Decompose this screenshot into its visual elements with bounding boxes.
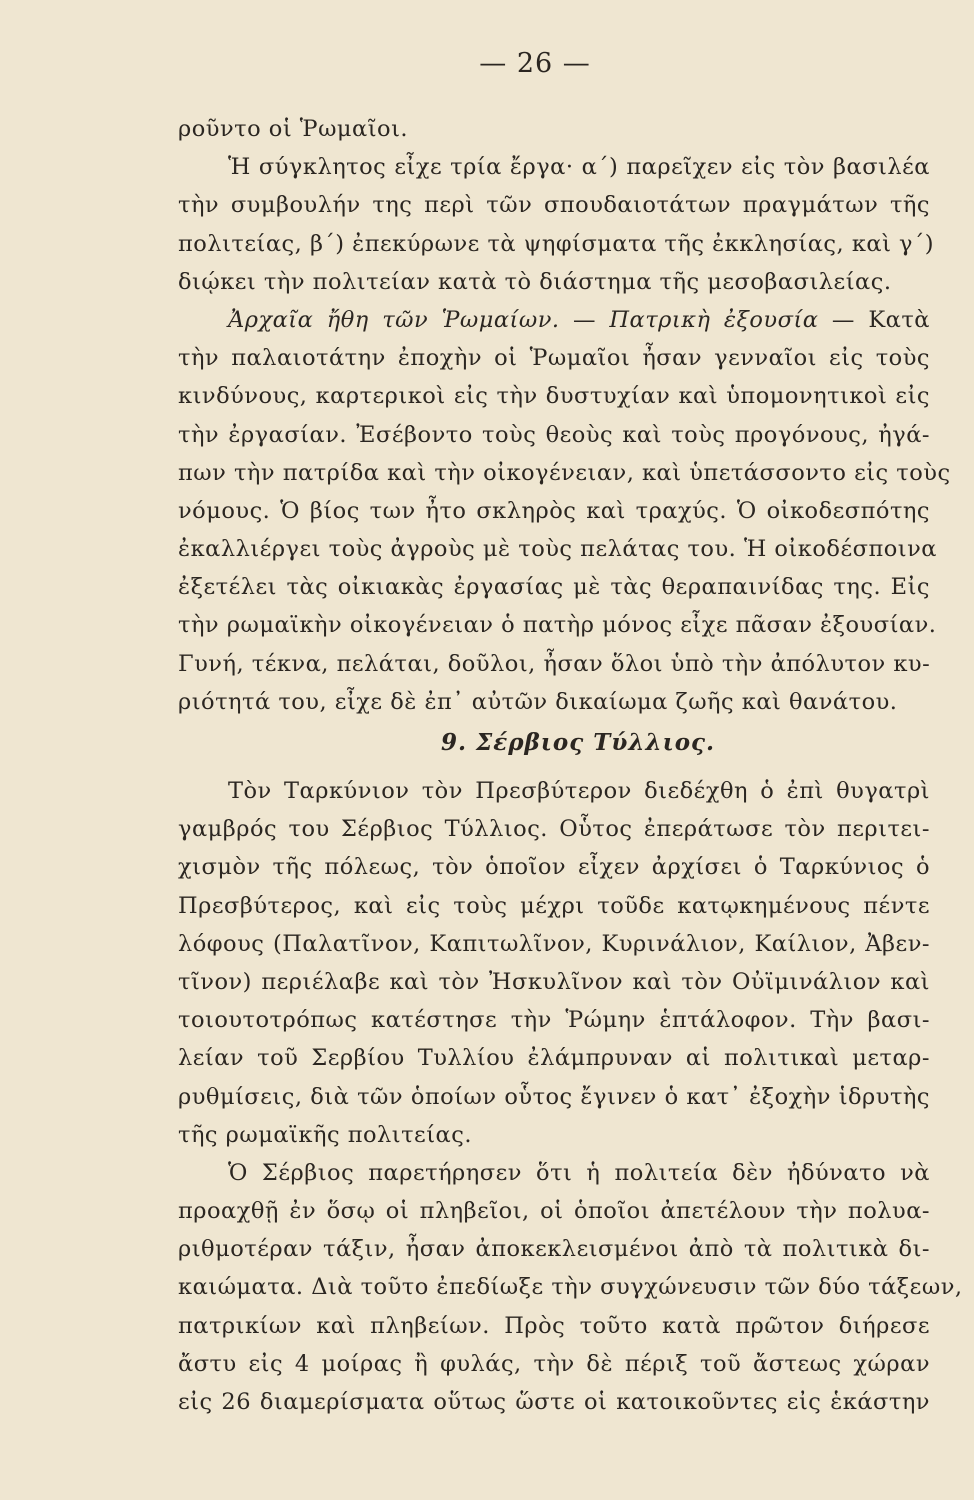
- text-line: τῆς ρωμαϊκῆς πολιτείας.: [178, 1121, 472, 1148]
- text-line: καιώματα. Διὰ τοῦτο ἐπεδίωξε τὴν συγχώνευσιν τῶν δύο τάξεων,: [178, 1274, 963, 1301]
- subheading-customs: Ἀρχαῖα ἤθη τῶν Ῥωμαίων.: [228, 306, 560, 333]
- subheading-paternal-power: Πατρικὴ ἐξουσία: [609, 306, 819, 333]
- text-line: πατρικίων καὶ πληβείων. Πρὸς τοῦτο κατὰ πρῶτον διήρεσε: [178, 1312, 930, 1339]
- text-line: ἄστυ εἰς 4 μοίρας ἢ φυλάς, τὴν δὲ πέριξ τοῦ ἄστεως χώραν: [178, 1350, 930, 1377]
- text-line: Τὸν Ταρκύνιον τὸν Πρεσβύτερον διεδέχθη ὁ ἐπὶ θυγατρὶ: [228, 778, 930, 804]
- text-line: ἐξετέλει τὰς οἰκιακὰς ἐργασίας μὲ τὰς θεραπαινίδας της. Εἰς: [178, 574, 930, 601]
- text-line: λείαν τοῦ Σερβίου Τυλλίου ἐλάμπρυναν αἱ πολιτικαὶ μεταρ-: [178, 1045, 930, 1072]
- text-line: ροῦντο οἱ Ῥωμαῖοι.: [178, 116, 409, 142]
- text-line: πολιτείας, β΄) ἐπεκύρωνε τὰ ψηφίσματα τῆς ἐκκλησίας, καὶ γ΄): [178, 230, 935, 257]
- text-line: κινδύνους, καρτερικοὶ εἰς τὴν δυστυχίαν καὶ ὑπομονητικοὶ εἰς: [178, 383, 930, 410]
- section-heading: 9. Σέρβιος Τύλλιος.: [440, 729, 716, 756]
- paragraph-customs: [178, 301, 951, 721]
- text-line: χισμὸν τῆς πόλεως, τὸν ὁποῖον εἶχεν ἀρχίσει ὁ Ταρκύνιος ὁ: [178, 854, 930, 881]
- body-text: [178, 110, 963, 1421]
- paragraph-servius: [178, 772, 930, 1154]
- text-line: εἰς 26 διαμερίσματα οὕτως ὥστε οἱ κατοικοῦντες εἰς ἑκάστην: [178, 1389, 930, 1415]
- paragraph-senate: [178, 148, 935, 301]
- text-line: ρυθμίσεις, διὰ τῶν ὁποίων οὗτος ἔγινεν ὁ κατ᾽ ἐξοχὴν ἱδρυτὴς: [178, 1083, 930, 1110]
- text-line-subheading: [178, 301, 930, 339]
- text-line: τὴν ἐργασίαν. Ἐσέβοντο τοὺς θεοὺς καὶ τοὺς προγόνους, ἠγά-: [178, 421, 930, 448]
- paragraph-continuation: [178, 110, 930, 148]
- text-line: Γυνή, τέκνα, πελάται, δοῦλοι, ἦσαν ὅλοι ὑπὸ τὴν ἀπόλυτον κυ-: [178, 650, 931, 677]
- text-run: — Κατὰ: [818, 306, 930, 333]
- text-line: τῖνον) περιέλαβε καὶ τὸν Ἠσκυλῖνον καὶ τὸν Οὐϊμινάλιον καὶ: [178, 968, 930, 995]
- text-line: προαχθῇ ἐν ὅσῳ οἱ πληβεῖοι, οἱ ὁποῖοι ἀπετέλουν τὴν πολυα-: [178, 1198, 930, 1225]
- subheading-dash: —: [559, 306, 610, 333]
- text-line: Ἡ σύγκλητος εἶχε τρία ἔργα· α΄) παρεῖχεν εἰς τὸν βασιλέα: [228, 154, 930, 181]
- text-line: διῴκει τὴν πολιτείαν κατὰ τὸ διάστημα τῆς μεσοβασιλείας.: [178, 268, 892, 295]
- text-line: Ὁ Σέρβιος παρετήρησεν ὅτι ἡ πολιτεία δὲν ἠδύνατο νὰ: [228, 1159, 930, 1186]
- page-number: — 26 —: [479, 48, 591, 79]
- text-line: γαμβρός του Σέρβιος Τύλλιος. Οὗτος ἐπεράτωσε τὸν περιτει-: [178, 816, 930, 843]
- text-line: νόμους. Ὁ βίος των ἦτο σκληρὸς καὶ τραχύς. Ὁ οἰκοδεσπότης: [178, 497, 930, 524]
- text-line: λόφους (Παλατῖνον, Καπιτωλῖνον, Κυρινάλιον, Καίλιον, Ἀβεν-: [178, 930, 930, 957]
- text-line: ἐκαλλιέργει τοὺς ἀγροὺς μὲ τοὺς πελάτας του. Ἡ οἰκοδέσποινα: [178, 536, 937, 563]
- text-line: πων τὴν πατρίδα καὶ τὴν οἰκογένειαν, καὶ ὑπετάσσοντο εἰς τοὺς: [178, 459, 951, 486]
- text-line: τὴν ρωμαϊκὴν οἰκογένειαν ὁ πατὴρ μόνος εἶχε πᾶσαν ἐξουσίαν.: [178, 612, 937, 639]
- paragraph-reforms: [178, 1154, 963, 1421]
- text-line: τὴν παλαιοτάτην ἐποχὴν οἱ Ῥωμαῖοι ἦσαν γενναῖοι εἰς τοὺς: [178, 345, 930, 372]
- text-line: ριότητά του, εἶχε δὲ ἐπ᾽ αὐτῶν δικαίωμα ζωῆς καὶ θανάτου.: [178, 688, 898, 715]
- text-line: ριθμοτέραν τάξιν, ἦσαν ἀποκεκλεισμένοι ἀπὸ τὰ πολιτικὰ δι-: [178, 1236, 930, 1263]
- text-line: Πρεσβύτερος, καὶ εἰς τοὺς μέχρι τοῦδε κατῳκημένους πέντε: [178, 892, 930, 919]
- text-line: τοιουτοτρόπως κατέστησε τὴν Ῥώμην ἑπτάλοφον. Τὴν βασι-: [178, 1007, 930, 1034]
- text-line: τὴν συμβουλήν της περὶ τῶν σπουδαιοτάτων πραγμάτων τῆς: [178, 192, 930, 219]
